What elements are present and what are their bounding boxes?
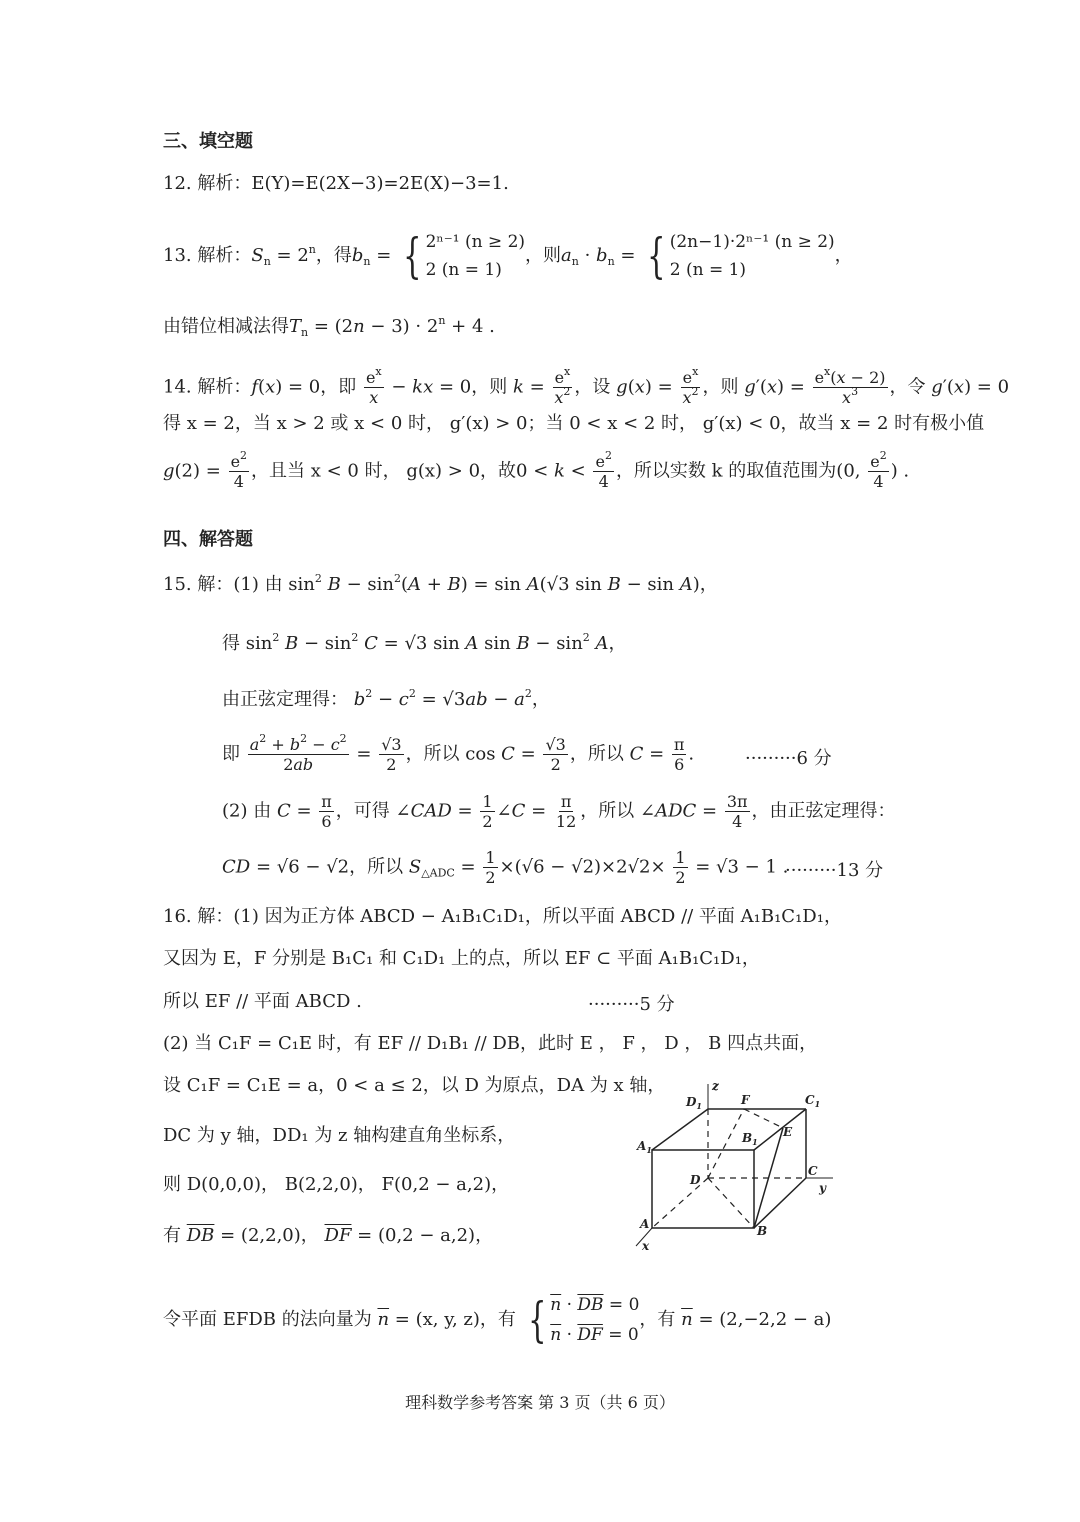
q16-line4: (2) 当 C₁F = C₁E 时，有 EF // D₁B₁ // DB，此时 E ， F ， D ， B 四点共面， [163,1033,818,1054]
q12-solution: 12. 解析：E(Y)=E(2X−3)=2E(X)−3=1. [163,173,509,194]
q16-line1: 16. 解：(1) 因为正方体 ABCD − A₁B₁C₁D₁，所以平面 ABCD // 平面 A₁B₁C₁D₁， [163,906,842,927]
q14-solution-line3: g(2) = $\frac{e^2}{4}$ ，且当 x < 0 时， g(x) > 0，故0 < k < $\frac{e^2}{4}$ ，所以实数 k 的取值范围为(0, $\frac{e^2}{4}$ ) . [163,449,910,491]
q16-line7: 则 D(0,0,0)， B(2,2,0)， F(0,2 − a,2)， [163,1174,510,1195]
label-f: F [741,1093,750,1107]
q16-score-5: ·········5 分 [588,994,675,1015]
q15-line2: 得 $\sin^2 B - \sin^2 C = √3$ sin A $\sin B - \sin^2 A$， [222,631,627,654]
segment-f-e [744,1109,783,1128]
cube-front-face [652,1150,754,1228]
q15-line6: CD = √6 − √2，所以 $S_{\triangle ADC}$ = $\frac{1}{2}$ ×(√6 − √2)×2√2× $\frac{1}{2}$ = √3 − 1 . [222,848,789,887]
q15-score-6: ·········6 分 [745,748,832,769]
label-b: B [757,1224,768,1238]
q13-result: 由错位相减法得$T_n = (2n - 3) \cdot 2^n + 4$ . [163,314,495,339]
label-d1: $D_1$ [686,1095,702,1111]
label-e: E [783,1125,793,1139]
label-a: A [640,1217,650,1231]
q13-solution: 13. 解析：$S_n = 2^n$，得$b_n$ = { 2ⁿ⁻¹ (n ≥ 2) 2 (n = 1) ，则$a_n \cdot b_n$ = { (2n−1)·2ⁿ⁻¹ (n ≥ 2) 2 (n = 1) ， [163,228,853,284]
segment-d-f [708,1109,744,1178]
q15-score-13: ·········13 分 [785,860,884,881]
q15-line5: (2) 由 C = $\frac{\pi}{6}$ ，可得 ∠CAD = $\frac{1}{2}$ ∠C = $\frac{\pi}{12}$ ，所以 ∠ADC = $\frac{3\pi}{4}$ ，由正弦定理得： [222,792,896,831]
section-answer-heading: 四、解答题 [163,529,253,550]
label-a1: $A_1$ [637,1139,652,1155]
bn-piecewise: { 2ⁿ⁻¹ (n ≥ 2) 2 (n = 1) [403,228,526,284]
label-x: x [642,1239,650,1253]
q15-line3: 由正弦定理得： $b^2 - c^2 = √3ab - a^2$， [222,687,550,710]
diagonal-d-b [708,1178,754,1228]
q15-line4: 即 $\frac{a^2 + b^2 - c^2}{2ab}$ = $\frac{√3}{2}$ ，所以 cos C = $\frac{√3}{2}$ ，所以 C = $\frac{\pi}{6}$ . [222,732,695,774]
q16-line5: 设 C₁F = C₁E = a，0 < a ≤ 2，以 D 为原点，DA 为 x 轴， [163,1075,666,1096]
section-fill-blank-heading: 三、填空题 [163,131,253,152]
cube-diagram [628,1078,848,1258]
ab-piecewise: { (2n−1)·2ⁿ⁻¹ (n ≥ 2) 2 (n = 1) [647,228,835,284]
edge-a1-d1 [652,1109,708,1150]
page-footer: 理科数学参考答案 第 3 页（共 6 页） [405,1393,675,1412]
label-z: z [712,1079,719,1093]
q14-solution-line1: 14. 解析：f(x) = 0，即 $\frac{e^x}{x}$ − kx = 0，则 k = $\frac{e^x}{x^2}$ ，设 g(x) = $\frac{e^x}{x^2}$ ，则 g′(x) = $\frac{e^x(x - 2)}{x^3}$ ，令 g′(x) = 0 [163,365,1010,407]
cube-figure [628,1078,848,1262]
label-y: y [819,1181,826,1195]
q16-line6: DC 为 y 轴，DD₁ 为 z 轴构建直角坐标系， [163,1125,516,1146]
normal-vector-system: { $\overline{n} \cdot \overline{DB} = 0$ $\overline{n} \cdot \overline{DF} = 0$ [527,1292,640,1348]
q16-line9: 令平面 EFDB 的法向量为 $\overline{n} = (x$, y, z)，有 { $\overline{n} \cdot \overline{DB} = 0$ $\overline{n} \cdot \overline{DF} = 0$ ，有 $\overline{n} = (2,-2,2 - a)$ [163,1292,832,1348]
label-c1: $C_1$ [805,1093,821,1109]
q16-line8: 有 $\overline{DB} = (2,2,0)$， $\overline{DF} = (0,2 - a,2)$， [163,1225,494,1246]
label-d: D [690,1173,701,1187]
q15-line1: 15. 解：(1) 由 $\sin^2 B - \sin^2(A + B) = \sin A(√3$ sin B − sin A)， [163,572,718,595]
q16-line2: 又因为 E，F 分别是 B₁C₁ 和 C₁D₁ 上的点，所以 EF ⊂ 平面 A₁B₁C₁D₁， [163,948,760,969]
q12-expression: E(Y)=E(2X−3)=2E(X)−3=1. [251,173,509,194]
label-b1: $B_1$ [742,1131,758,1147]
q14-solution-line2: 得 x = 2，当 x > 2 或 x < 0 时， g′(x) > 0；当 0 < x < 2 时， g′(x) < 0，故当 x = 2 时有极小值 [163,413,985,434]
edge-c1-b1 [754,1109,806,1150]
q16-line3: 所以 EF // 平面 ABCD . [163,991,362,1012]
label-c: C [808,1164,818,1178]
